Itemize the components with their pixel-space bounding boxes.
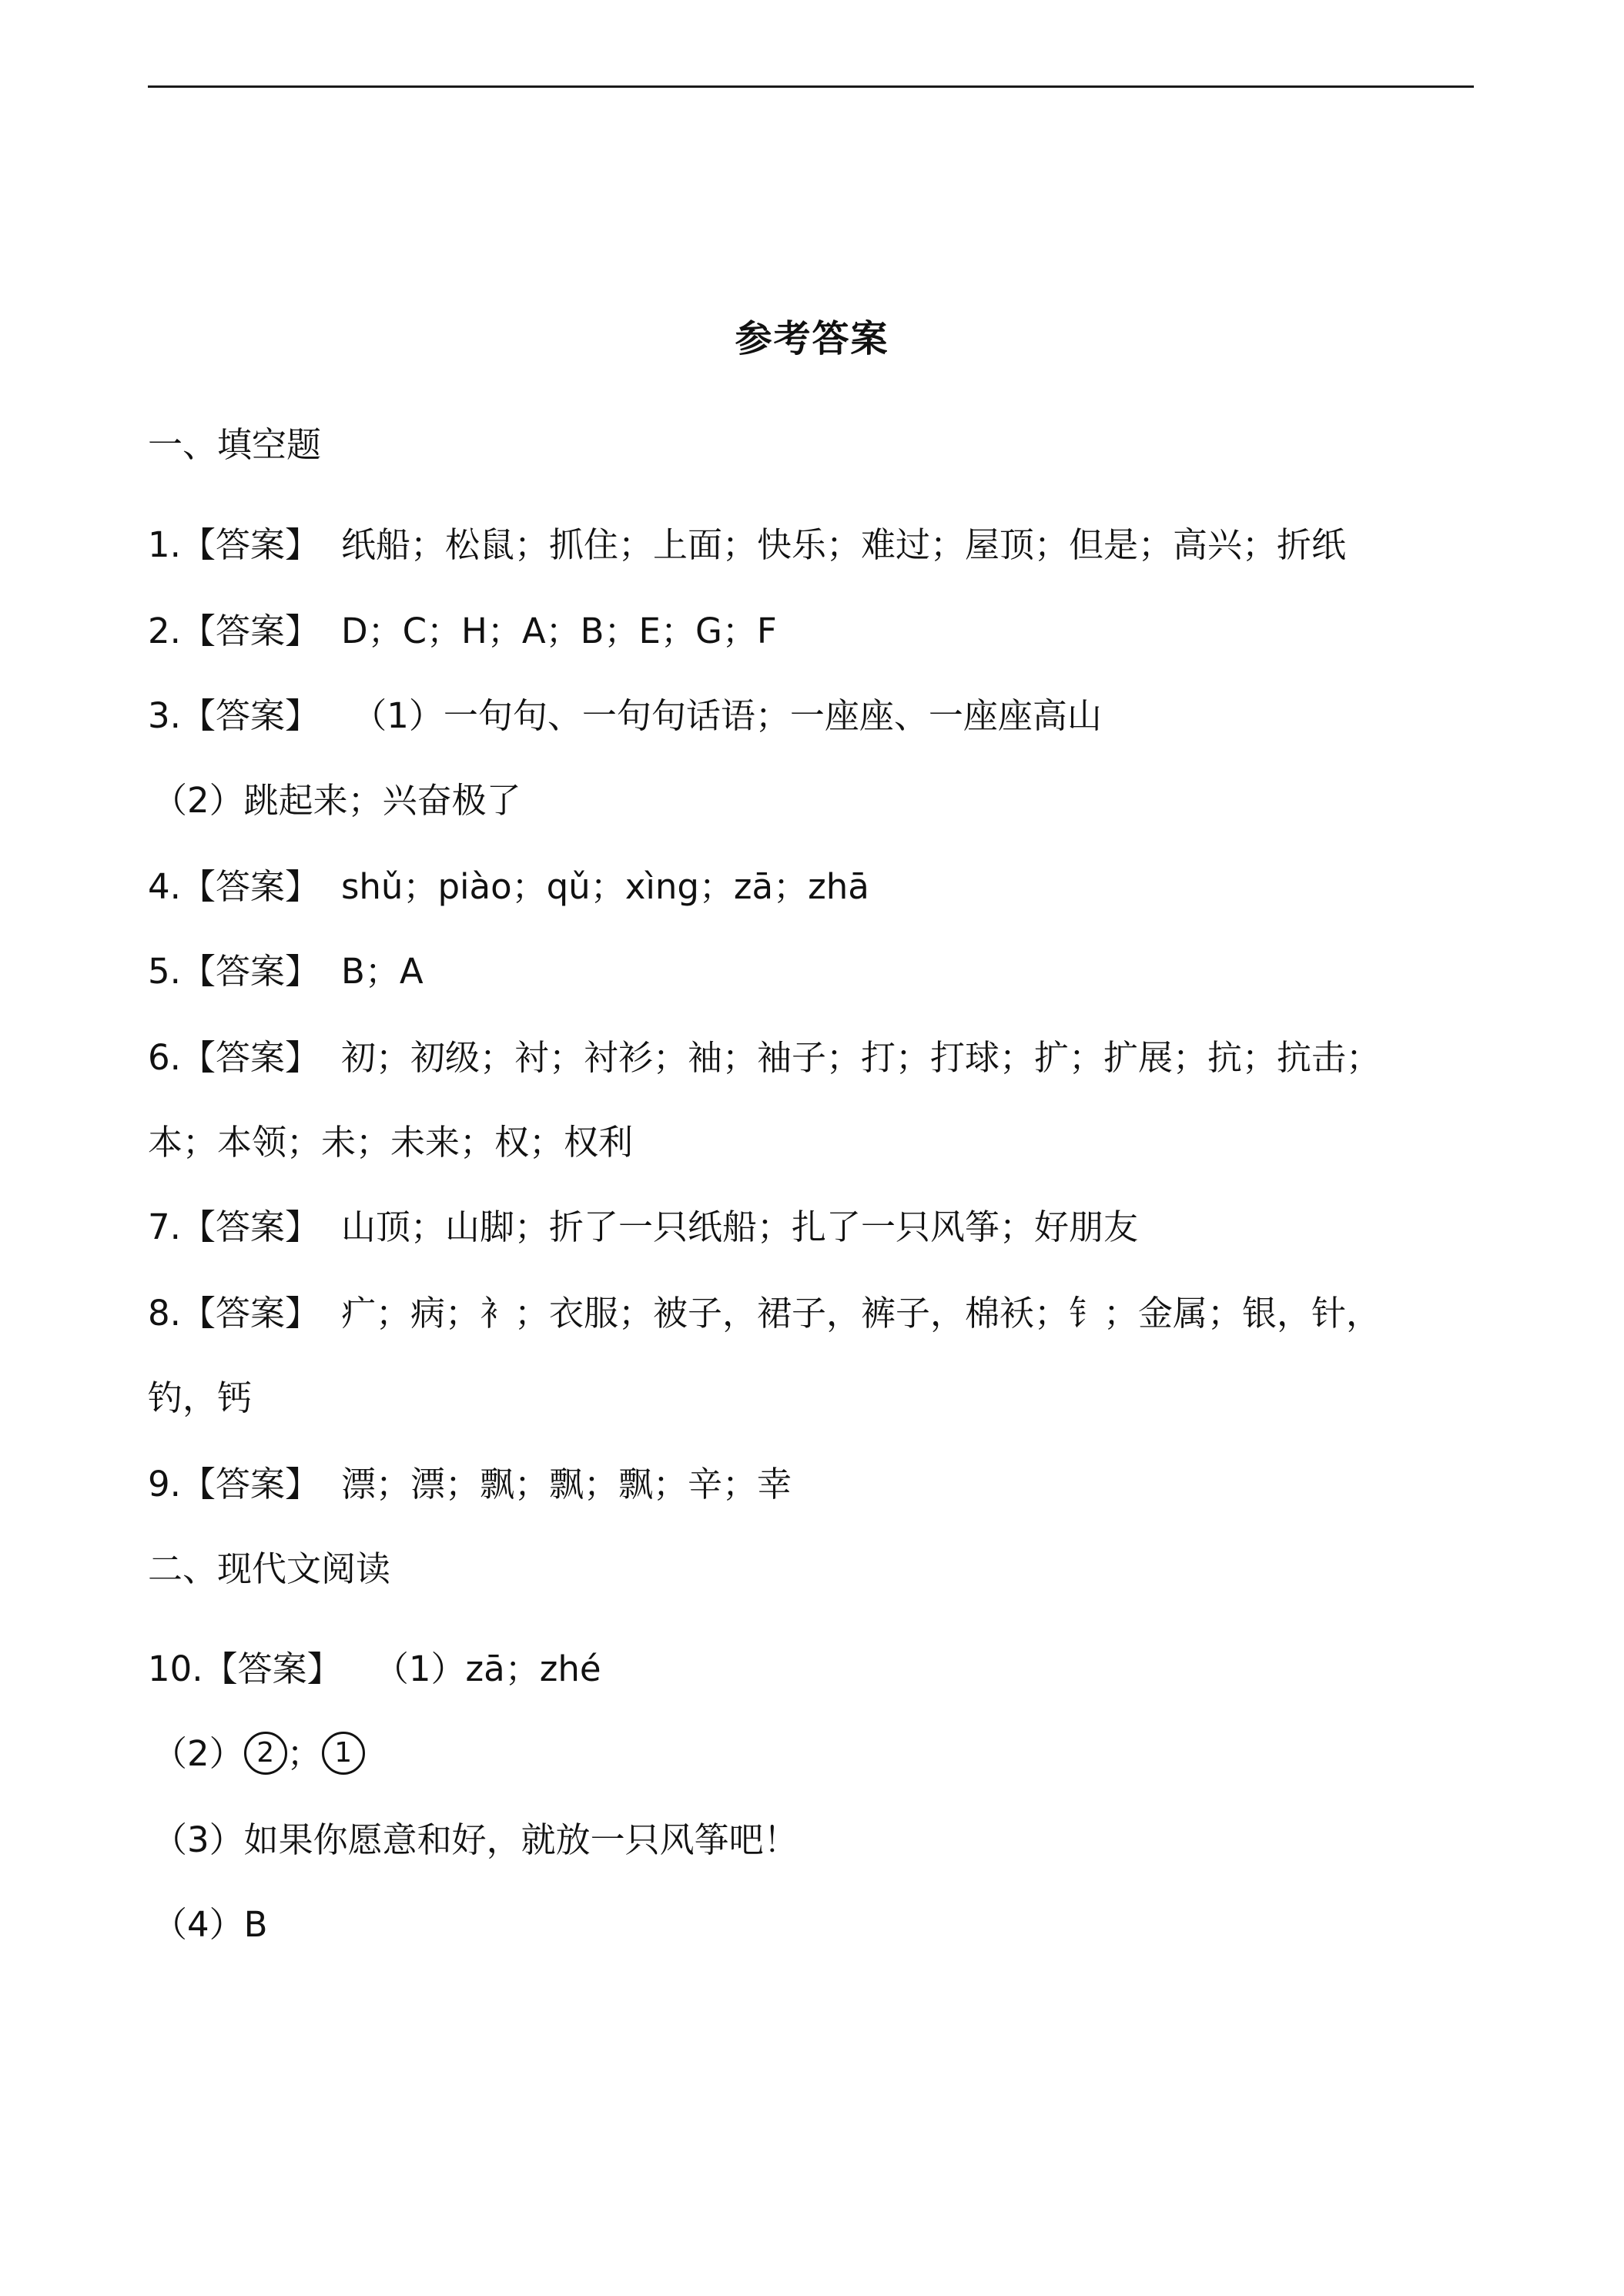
answer-tag: 【答案】 xyxy=(180,611,320,651)
answer-item-6-continued: 本；本领；未；未来；权；权利 xyxy=(148,1122,634,1163)
answer-tag: 【答案】 xyxy=(180,524,320,565)
answer-tag: 【答案】 xyxy=(203,1648,342,1689)
answer-text: 山顶；山脚；折了一只纸船；扎了一只风筝；好朋友 xyxy=(340,1207,1138,1247)
item-number: 6. xyxy=(148,1037,181,1078)
item-number: 2. xyxy=(148,611,181,651)
answer-item-8-continued: 钓，钙 xyxy=(148,1377,253,1418)
item-number: 7. xyxy=(148,1207,181,1247)
answer-item-10-part-4: （4）B xyxy=(152,1904,268,1945)
circled-number-2: 2 xyxy=(244,1732,287,1775)
item-number: 1. xyxy=(148,524,181,565)
answer-text: 漂；漂；飘；飘；飘；辛；幸 xyxy=(340,1464,792,1504)
answer-tag: 【答案】 xyxy=(180,951,320,992)
answer-tag: 【答案】 xyxy=(180,1207,320,1247)
item-number: 8. xyxy=(148,1293,181,1334)
item-number: 4. xyxy=(148,866,181,907)
answer-item-2 xyxy=(148,607,1480,656)
answer-text: 疒；病；衤；衣服；被子，裙子，裤子，棉袄；钅；金属；银，针， xyxy=(340,1293,1381,1334)
item-number: 3. xyxy=(148,695,181,736)
part-label: （2） xyxy=(152,1733,244,1774)
answer-tag: 【答案】 xyxy=(180,695,320,736)
item-number: 9. xyxy=(148,1464,181,1504)
answer-tag: 【答案】 xyxy=(180,866,320,907)
answer-item-4 xyxy=(148,862,1480,912)
section-heading-reading: 二、现代文阅读 xyxy=(148,1548,391,1589)
answer-text: （1）一句句、一句句话语；一座座、一座座高山 xyxy=(340,695,1102,736)
answer-item-1 xyxy=(148,520,1480,570)
answer-text: D；C；H；A；B；E；G；F xyxy=(340,611,777,651)
answer-item-3-part-2: （2）跳起来；兴奋极了 xyxy=(152,780,521,821)
answer-item-6 xyxy=(148,1033,1480,1083)
answer-text: B；A xyxy=(340,951,424,992)
answer-item-7 xyxy=(148,1203,1480,1252)
answer-item-10-part-2 xyxy=(152,1729,1485,1779)
answer-tag: 【答案】 xyxy=(180,1037,320,1078)
answer-tag: 【答案】 xyxy=(180,1464,320,1504)
answer-text: shǔ；piào；qǔ；xìng；zā；zhā xyxy=(340,866,869,907)
page-title: 参考答案 xyxy=(735,317,889,360)
answer-item-5 xyxy=(148,947,1480,996)
answer-item-3 xyxy=(148,691,1480,741)
item-number: 10. xyxy=(148,1648,203,1689)
answer-text: （1）zā；zhé xyxy=(363,1648,601,1689)
answer-item-8 xyxy=(148,1289,1480,1338)
section-heading-fill-blank: 一、填空题 xyxy=(148,424,322,465)
item-number: 5. xyxy=(148,951,181,992)
answer-item-10-part-3: （3）如果你愿意和好，就放一只风筝吧！ xyxy=(152,1819,799,1860)
answer-text: 纸船；松鼠；抓住；上面；快乐；难过；屋顶；但是；高兴；折纸 xyxy=(340,524,1346,565)
answer-text: 初；初级；衬；衬衫；袖；袖子；打；打球；扩；扩展；抗；抗击； xyxy=(340,1037,1381,1078)
answer-item-10 xyxy=(148,1645,1480,1694)
answer-item-9 xyxy=(148,1460,1480,1509)
header-rule xyxy=(148,85,1474,88)
answer-tag: 【答案】 xyxy=(180,1293,320,1334)
separator: ； xyxy=(286,1733,322,1774)
circled-number-1: 1 xyxy=(322,1732,365,1775)
